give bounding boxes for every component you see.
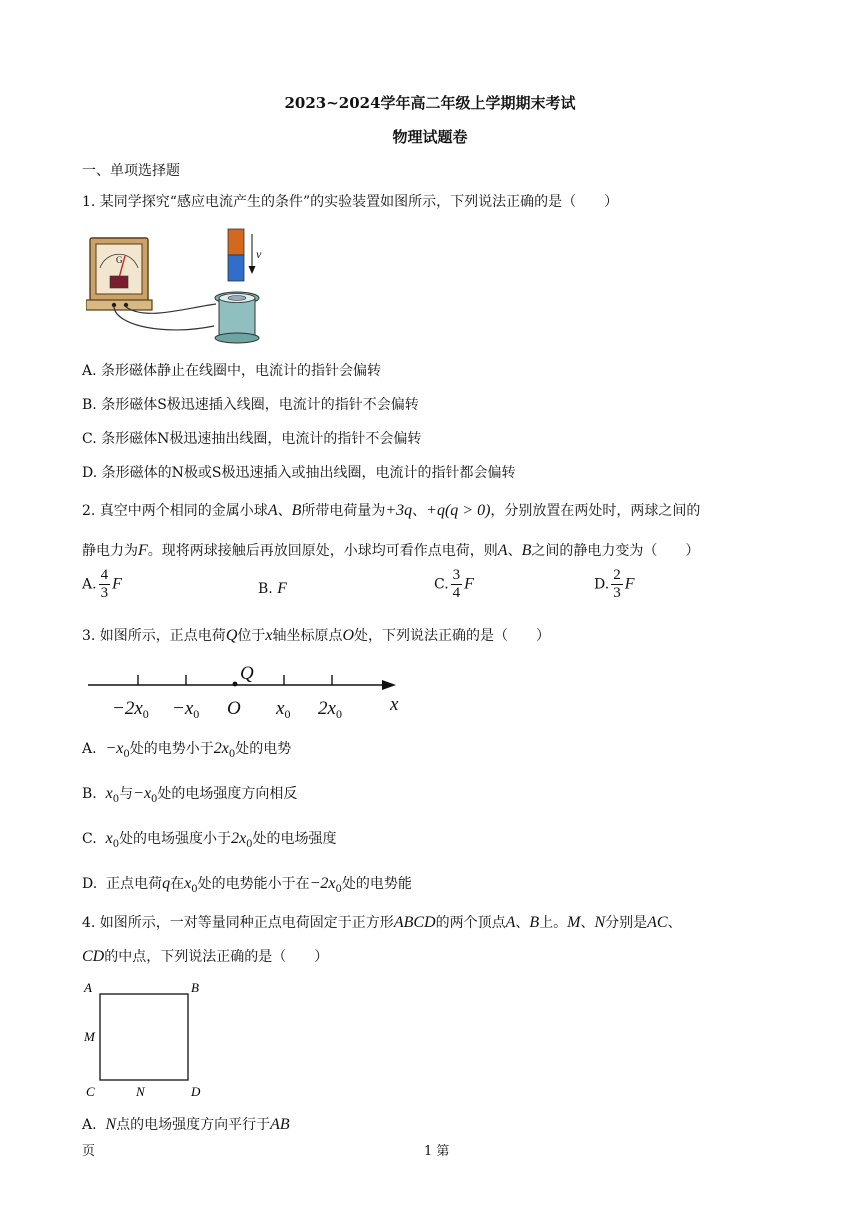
q4-line2: CD的中点，下列说法正确的是（ ）	[82, 948, 329, 965]
q3-option-b: B. $x_0$与$-x_0$处的电场强度方向相反	[82, 785, 298, 805]
vertex-d: D	[191, 1084, 201, 1099]
midpoint-m: M	[84, 1029, 95, 1044]
tick-label-neg1: $-x_0$	[172, 698, 200, 721]
axis-name: x	[390, 694, 399, 715]
exam-subtitle: 物理试题卷	[392, 128, 468, 146]
q2-line1: 2. 真空中两个相同的金属小球A、B所带电荷量为+3q、+q(q > 0)，分别放置在两处时，两球之间的	[82, 502, 701, 519]
origin-label: O	[227, 698, 241, 719]
q2-option-c: C. $\frac{3}{4}$ F	[434, 567, 474, 601]
charge-point	[233, 682, 238, 687]
q3-stem: 3. 如图所示，正点电荷Q位于x轴坐标原点O处，下列说法正确的是（ ）	[82, 627, 551, 644]
q1-stem: 1. 某同学探究“感应电流产生的条件”的实验装置如图所示，下列说法正确的是（ ）	[82, 194, 619, 210]
vertex-a: A	[84, 980, 92, 995]
q4-line1: 4. 如图所示，一对等量同种正点电荷固定于正方形ABCD的两个顶点A、B上。M、N分别是AC、	[82, 914, 682, 931]
tick-label-pos1: $x_0$	[276, 698, 291, 721]
vertex-b: B	[191, 980, 199, 995]
q3-option-c: C. $x_0$处的电场强度小于$2x_0$处的电场强度	[82, 830, 337, 850]
q4-option-a: A. N点的电场强度方向平行于AB	[82, 1116, 290, 1133]
page-number: 1 第	[424, 1144, 450, 1159]
charge-label: Q	[240, 663, 254, 684]
midpoint-n: N	[136, 1084, 145, 1099]
tick-label-neg2: $-2x_0$	[112, 698, 149, 721]
q3-option-d: D. 正点电荷q在$x_0$处的电势能小于在$-2x_0$处的电势能	[82, 875, 412, 895]
footer-left: 页	[82, 1144, 96, 1159]
section-heading: 一、单项选择题	[82, 163, 180, 179]
q2-option-a: A. $\frac{4}{3}$ F	[82, 567, 122, 601]
vertex-c: C	[86, 1084, 95, 1099]
q2-line2: 静电力为F。现将两球接触后再放回原处，小球均可看作点电荷，则A、B之间的静电力变为（ ）	[82, 542, 700, 559]
galvanometer-label: G	[116, 255, 123, 265]
q1-option-c: C. 条形磁体N极迅速抽出线圈，电流计的指针不会偏转	[82, 431, 422, 447]
q3-axis-figure	[86, 658, 416, 722]
q4-square-figure	[80, 978, 210, 1104]
q3-option-a: A. $-x_0$处的电势小于$2x_0$处的电势	[82, 740, 292, 760]
q1-option-d: D. 条形磁体的N极或S极迅速插入或抽出线圈，电流计的指针都会偏转	[82, 465, 516, 481]
q1-apparatus-figure	[86, 226, 276, 346]
velocity-label: v	[256, 247, 262, 261]
q1-option-b: B. 条形磁体S极迅速插入线圈，电流计的指针不会偏转	[82, 397, 419, 413]
q1-option-a: A. 条形磁体静止在线圈中，电流计的指针会偏转	[82, 363, 382, 379]
q2-option-b: B. F	[258, 580, 287, 597]
q2-option-d: D. $\frac{2}{3}$ F	[594, 567, 635, 601]
tick-label-pos2: $2x_0$	[318, 698, 342, 721]
exam-title: 2023~2024学年高二年级上学期期末考试	[284, 94, 576, 112]
